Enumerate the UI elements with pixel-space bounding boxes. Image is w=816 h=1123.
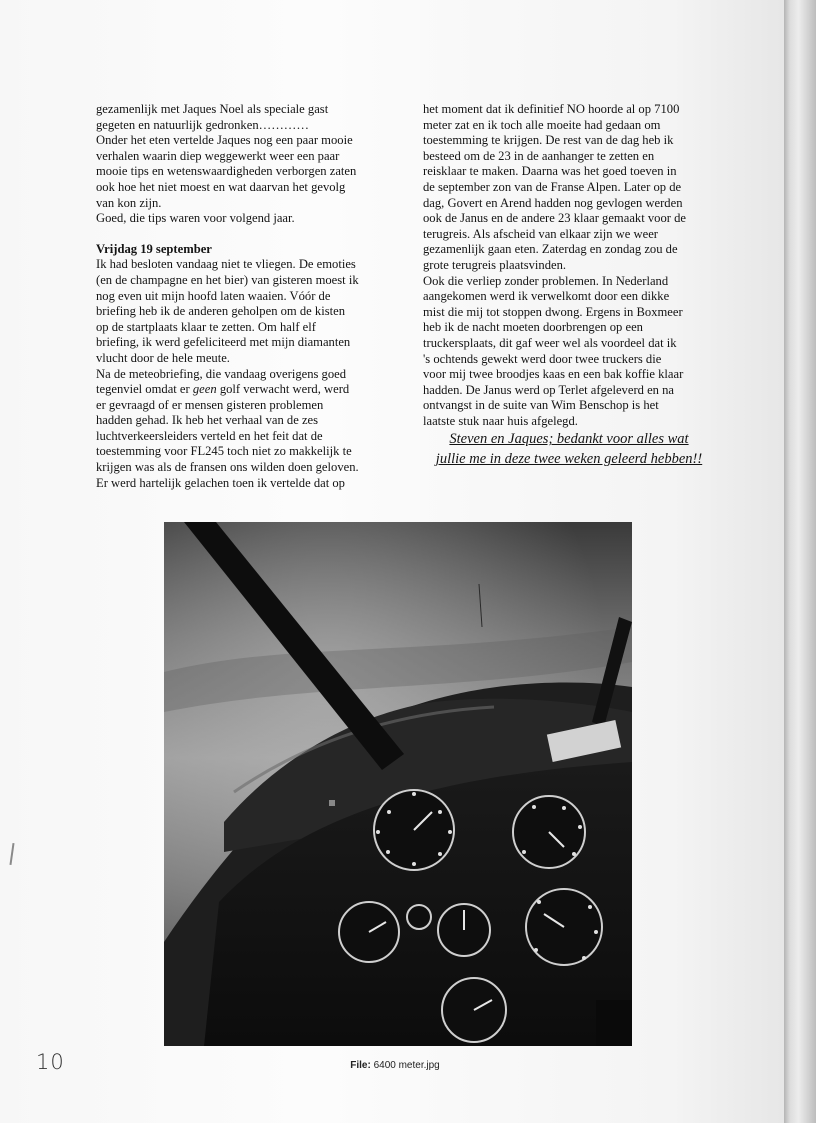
text-line: verhalen waarin diep weggewerkt weer een paar [96,148,340,163]
text-line: er gevraagd of er mensen gisteren problemen [96,397,324,412]
text-line: gezamenlijk gaan eten. Zaterdag en zondag zou de [423,242,678,257]
left-column [96,102,386,491]
text-line: toestemming te krijgen. De rest van de dag heb ik [423,133,674,148]
caption-label: File: [350,1060,371,1071]
text-line: hadden. De Janus werd op Terlet afgeleverd en na [423,382,675,397]
text-line: de september zon van de Franse Alpen. Later op de [423,179,682,194]
text-line: hadden gehad. Ik heb het verhaal van de zes [96,413,319,428]
text-line: nog even uit mijn hoofd laten waaien. Vóór de [96,288,331,303]
text-fragment: tegenviel omdat er [96,382,190,397]
text-line: reisklaar te maken. Daarna was het goed toeven in [423,164,677,179]
text-line: (en de champagne en het bier) van gisteren moest ik [96,272,359,287]
text-line: luchtverkeersleiders verteld en het feit dat de [96,428,323,443]
text-line: toestemming voor FL245 toch niet zo makkelijk te [96,444,352,459]
text-line: Na de meteobriefing, die vandaag overigens goed [96,366,347,381]
paragraph-gap [96,227,386,242]
text-line: van kon zijn. [96,195,162,210]
text-line: op de startplaats klaar te zetten. Om half elf [96,319,316,334]
text-line: Ik had besloten vandaag niet te vliegen. De emoties [96,257,356,272]
text-fragment: golf verwacht werd, werd [219,382,350,397]
text-line: truckersplaats, dit gaf weer wel als voordeel dat ik [423,335,677,350]
text-line: Onder het eten vertelde Jaques nog een paar mooie [96,133,353,148]
text-line: Ook die verliep zonder problemen. In Nederland [423,273,669,288]
text-line: Er werd hartelijk gelachen toen ik vertelde dat op [96,475,345,490]
text-line: briefing heb ik de anderen geholpen om de kisten [96,304,345,319]
cockpit-photo-graphic [164,522,632,1046]
text-line: ontvangst in de suite van Wim Benschop is het [423,398,659,413]
caption-filename: 6400 meter.jpg [373,1060,440,1071]
text-line: besteed om de 23 in de aanhanger te zetten en [423,148,655,163]
right-column [423,102,715,469]
text-line: ook hoe het niet moest en wat daarvan het gevolg [96,179,346,194]
text-line: dag, Govert en Arend hadden nog gevlogen werden [423,195,683,210]
text-line: heb ik de nacht moeten doorbrengen op een [423,320,643,335]
text-line: grote terugreis plaatsvinden. [423,257,567,272]
text-line: vlucht door de hele meute. [96,350,230,365]
date-heading: Vrijdag 19 september [96,241,212,256]
page-number: 10 [36,1050,65,1074]
text-line: Goed, die tips waren voor volgend jaar. [96,211,295,226]
text-line: voor mij twee broodjes kaas en een bak koffie klaar [423,367,684,382]
text-line: gezamenlijk met Jaques Noel als speciale gast [96,102,329,116]
text-line: 's ochtends gewekt werd door twee truckers die [423,351,662,366]
text-line: mist die mij tot stoppen dwong. Ergens in Boxmeer [423,304,683,319]
page-edge-shadow [784,0,816,1123]
text-line [96,382,386,398]
text-line: krijgen was als de fransen ons wilden doen geloven. [96,460,359,475]
emphasis-word: geen [192,382,217,397]
text-line: ook de Janus en de andere 23 klaar gemaakt voor de [423,211,686,226]
text-line: briefing, ik werd gefeliciteerd met mijn diamanten [96,335,351,350]
text-line: het moment dat ik definitief NO hoorde al op 7100 [423,102,680,116]
text-line: mooie tips en wetenswaardigheden verborgen zaten [96,164,357,179]
scan-artifact [9,843,14,865]
text-line: gegeten en natuurlijk gedronken………… [96,117,309,132]
cockpit-photo [164,522,632,1046]
text-line: aangekomen werd ik verwelkomt door een dikke [423,289,670,304]
text-line: laatste stuk naar huis afgelegd. [423,413,578,428]
closing-thanks: Steven en Jaques; bedankt voor alles wat jullie me in deze twee weken geleerd hebben!! [435,431,703,468]
text-line: meter zat en ik toch alle moeite had gedaan om [423,117,661,132]
text-line: terugreis. Als afscheid van elkaar zijn we weer [423,226,658,241]
figure-caption [0,1060,790,1071]
